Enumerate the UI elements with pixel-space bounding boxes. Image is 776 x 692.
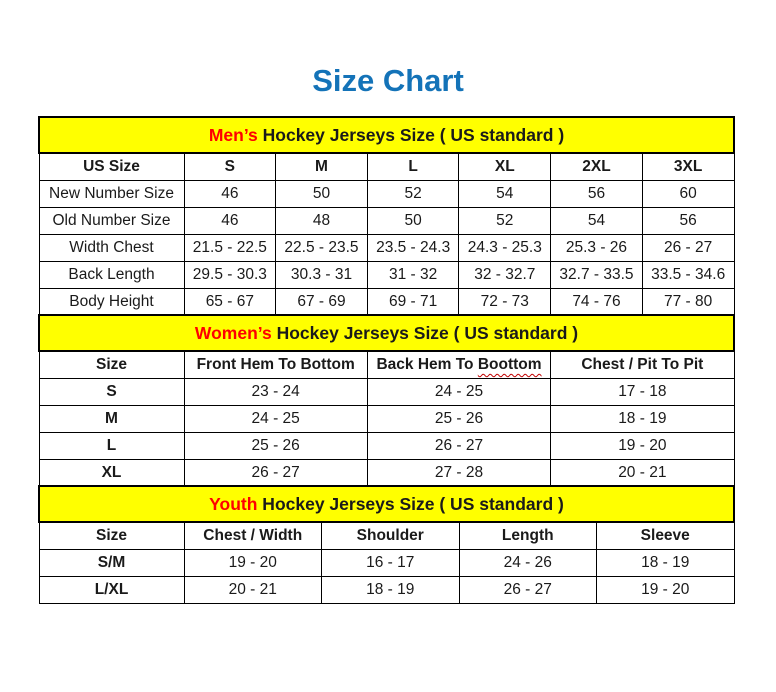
column-header: 2XL bbox=[551, 153, 643, 181]
size-value-cell: 20 - 21 bbox=[184, 577, 322, 604]
table-row bbox=[39, 406, 734, 433]
size-value-cell: 32 - 32.7 bbox=[459, 262, 551, 289]
mens-size-table bbox=[38, 116, 735, 316]
size-value-cell: 20 - 21 bbox=[551, 460, 734, 487]
size-value-cell: 22.5 - 23.5 bbox=[276, 235, 368, 262]
size-value-cell: 50 bbox=[367, 208, 459, 235]
size-value-cell: 25.3 - 26 bbox=[551, 235, 643, 262]
size-value-cell: 26 - 27 bbox=[184, 460, 367, 487]
column-header: Shoulder bbox=[322, 522, 460, 550]
size-value-cell: 31 - 32 bbox=[367, 262, 459, 289]
column-header-text: Back Hem To bbox=[376, 356, 478, 374]
column-header: Chest / Width bbox=[184, 522, 322, 550]
youth-section-band bbox=[39, 486, 734, 522]
column-header: Size bbox=[39, 522, 184, 550]
size-value-cell: 27 - 28 bbox=[367, 460, 550, 487]
size-value-cell: 21.5 - 22.5 bbox=[184, 235, 276, 262]
column-header: Sleeve bbox=[597, 522, 735, 550]
size-value-cell: 24 - 25 bbox=[367, 379, 550, 406]
mens-section-header bbox=[39, 117, 734, 153]
size-value-cell: 54 bbox=[551, 208, 643, 235]
youth-column-header-row bbox=[39, 522, 734, 550]
mens-column-header-row bbox=[39, 153, 734, 181]
size-value-cell: 17 - 18 bbox=[551, 379, 734, 406]
row-label: New Number Size bbox=[39, 181, 184, 208]
row-label: Body Height bbox=[39, 289, 184, 316]
column-header: Front Hem To Bottom bbox=[184, 351, 367, 379]
size-value-cell: 19 - 20 bbox=[551, 433, 734, 460]
size-value-cell: 46 bbox=[184, 181, 276, 208]
size-value-cell: 67 - 69 bbox=[276, 289, 368, 316]
size-value-cell: 24 - 25 bbox=[184, 406, 367, 433]
column-header: 3XL bbox=[642, 153, 734, 181]
table-row bbox=[39, 460, 734, 487]
size-value-cell: 25 - 26 bbox=[367, 406, 550, 433]
size-value-cell: 46 bbox=[184, 208, 276, 235]
size-value-cell: 52 bbox=[367, 181, 459, 208]
mens-section-band bbox=[39, 117, 734, 153]
size-value-cell: 19 - 20 bbox=[184, 550, 322, 577]
size-chart-tables bbox=[38, 116, 735, 604]
size-value-cell: 72 - 73 bbox=[459, 289, 551, 316]
size-value-cell: 30.3 - 31 bbox=[276, 262, 368, 289]
column-header: XL bbox=[459, 153, 551, 181]
size-value-cell: 26 - 27 bbox=[642, 235, 734, 262]
size-value-cell: 60 bbox=[642, 181, 734, 208]
size-value-cell: 69 - 71 bbox=[367, 289, 459, 316]
column-header: L bbox=[367, 153, 459, 181]
size-value-cell: 19 - 20 bbox=[597, 577, 735, 604]
size-value-cell: 23 - 24 bbox=[184, 379, 367, 406]
column-header: M bbox=[276, 153, 368, 181]
table-row bbox=[39, 577, 734, 604]
table-row bbox=[39, 433, 734, 460]
section-header-rest: Hockey Jerseys Size ( US standard ) bbox=[257, 124, 565, 145]
row-label: L/XL bbox=[39, 577, 184, 604]
size-value-cell: 33.5 - 34.6 bbox=[642, 262, 734, 289]
size-value-cell: 18 - 19 bbox=[322, 577, 460, 604]
size-value-cell: 50 bbox=[276, 181, 368, 208]
column-header: US Size bbox=[39, 153, 184, 181]
size-value-cell: 26 - 27 bbox=[367, 433, 550, 460]
size-value-cell: 48 bbox=[276, 208, 368, 235]
row-label: L bbox=[39, 433, 184, 460]
section-highlight-word: Men’s bbox=[208, 124, 258, 145]
size-value-cell: 77 - 80 bbox=[642, 289, 734, 316]
section-header-rest: Hockey Jerseys Size ( US standard ) bbox=[257, 493, 564, 514]
size-value-cell: 56 bbox=[642, 208, 734, 235]
size-value-cell: 25 - 26 bbox=[184, 433, 367, 460]
table-row bbox=[39, 289, 734, 316]
misspelled-word: Boottom bbox=[477, 356, 542, 374]
row-label: Width Chest bbox=[39, 235, 184, 262]
section-header-rest: Hockey Jerseys Size ( US standard ) bbox=[271, 322, 579, 343]
size-value-cell: 74 - 76 bbox=[551, 289, 643, 316]
size-value-cell: 54 bbox=[459, 181, 551, 208]
table-row bbox=[39, 181, 734, 208]
column-header bbox=[367, 351, 550, 379]
size-value-cell: 16 - 17 bbox=[322, 550, 460, 577]
size-value-cell: 18 - 19 bbox=[551, 406, 734, 433]
table-row bbox=[39, 550, 734, 577]
size-value-cell: 26 - 27 bbox=[459, 577, 597, 604]
womens-section-header bbox=[39, 315, 734, 351]
column-header: Size bbox=[39, 351, 184, 379]
size-value-cell: 32.7 - 33.5 bbox=[551, 262, 643, 289]
table-row bbox=[39, 208, 734, 235]
page-title: Size Chart bbox=[312, 63, 464, 98]
column-header: S bbox=[184, 153, 276, 181]
section-highlight-word: Women’s bbox=[194, 322, 272, 343]
youth-section-header bbox=[39, 486, 734, 522]
size-value-cell: 29.5 - 30.3 bbox=[184, 262, 276, 289]
size-value-cell: 18 - 19 bbox=[597, 550, 735, 577]
column-header: Length bbox=[459, 522, 597, 550]
womens-size-table bbox=[38, 314, 735, 487]
row-label: Old Number Size bbox=[39, 208, 184, 235]
row-label: S/M bbox=[39, 550, 184, 577]
size-value-cell: 23.5 - 24.3 bbox=[367, 235, 459, 262]
youth-size-table bbox=[38, 485, 735, 604]
womens-column-header-row bbox=[39, 351, 734, 379]
size-value-cell: 56 bbox=[551, 181, 643, 208]
womens-section-band bbox=[39, 315, 734, 351]
size-value-cell: 24 - 26 bbox=[459, 550, 597, 577]
row-label: XL bbox=[39, 460, 184, 487]
row-label: M bbox=[39, 406, 184, 433]
section-highlight-word: Youth bbox=[209, 493, 258, 514]
table-row bbox=[39, 235, 734, 262]
size-value-cell: 52 bbox=[459, 208, 551, 235]
column-header: Chest / Pit To Pit bbox=[551, 351, 734, 379]
row-label: Back Length bbox=[39, 262, 184, 289]
row-label: S bbox=[39, 379, 184, 406]
size-value-cell: 24.3 - 25.3 bbox=[459, 235, 551, 262]
table-row bbox=[39, 262, 734, 289]
table-row bbox=[39, 379, 734, 406]
size-value-cell: 65 - 67 bbox=[184, 289, 276, 316]
